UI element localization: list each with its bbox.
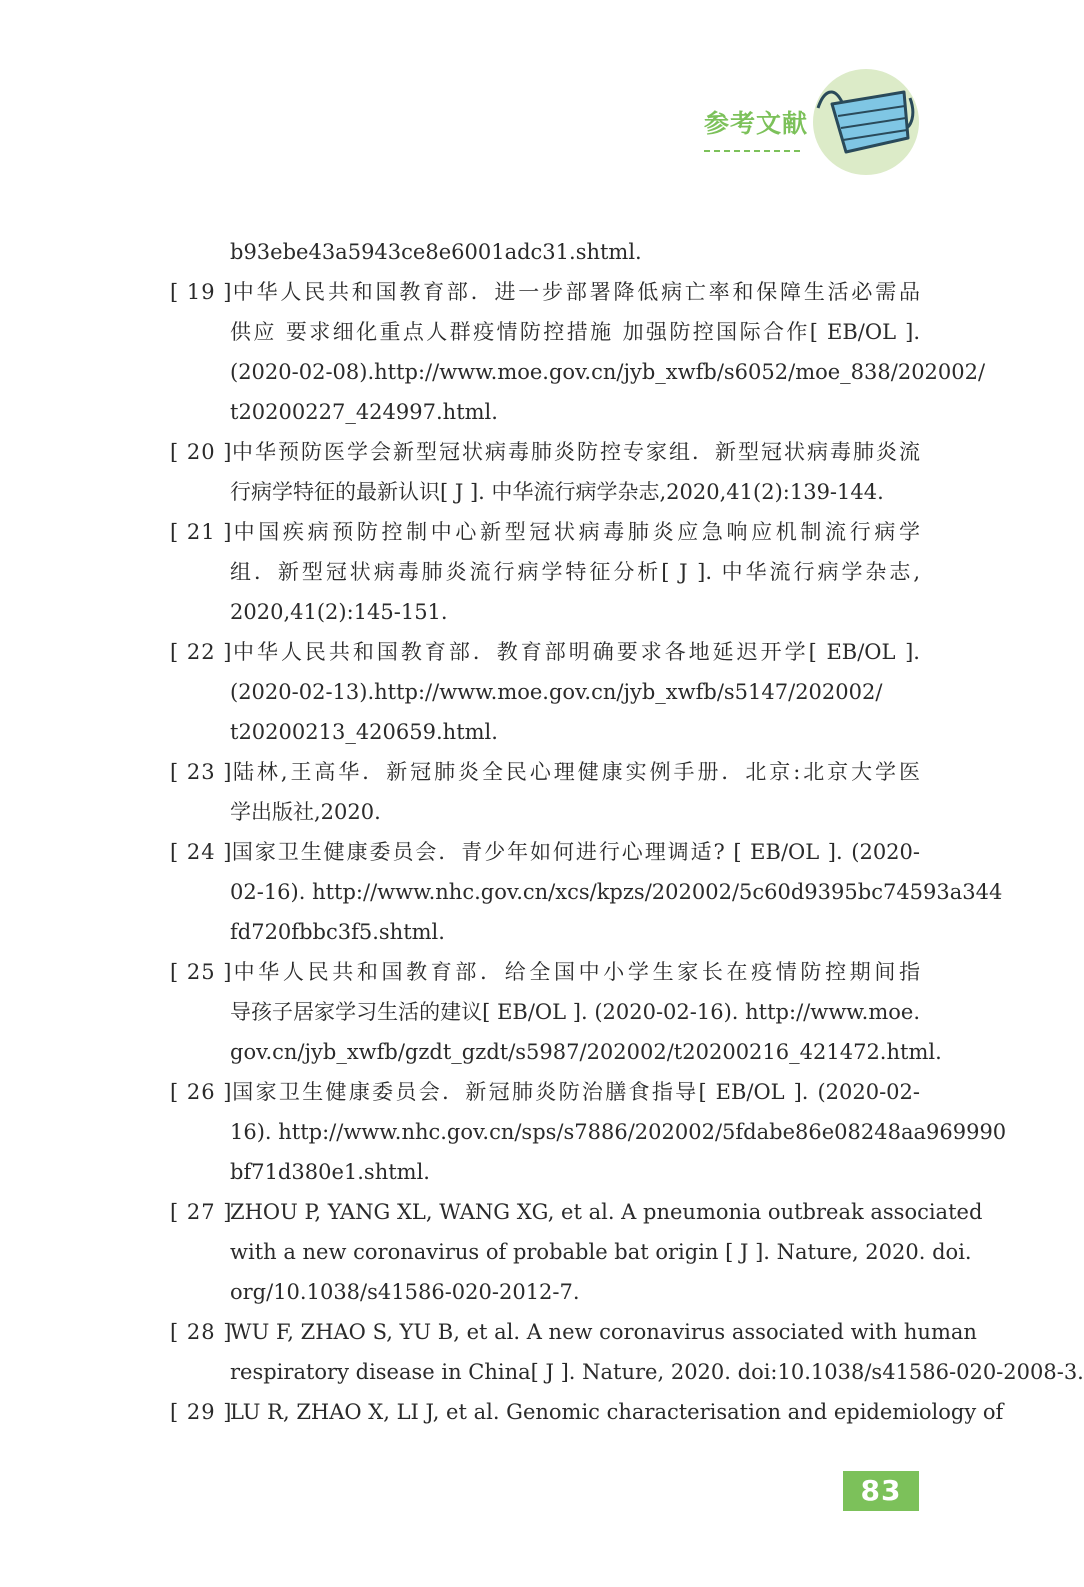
reference-text: 中华人民共和国教育部．给全国中小学生家长在疫情防控期间指 bbox=[230, 960, 920, 984]
reference-text: ZHOU P, YANG XL, WANG XG, et al. A pneumonia outbreak associated bbox=[230, 1200, 983, 1224]
reference-text: org/10.1038/s41586-020-2012-7. bbox=[230, 1280, 580, 1304]
reference-line bbox=[170, 312, 920, 352]
reference-text: gov.cn/jyb_xwfb/gzdt_gzdt/s5987/202002/t20200216_421472.html. bbox=[230, 1040, 942, 1064]
reference-line bbox=[170, 712, 920, 752]
reference-number: [ 21 ] bbox=[170, 520, 233, 544]
reference-entry bbox=[170, 952, 920, 992]
reference-entry bbox=[170, 832, 920, 872]
reference-text: 学出版社,2020. bbox=[230, 800, 381, 824]
reference-number: [ 26 ] bbox=[170, 1080, 233, 1104]
reference-text: 16). http://www.nhc.gov.cn/sps/s7886/202002/5fdabe86e08248aa969990 bbox=[230, 1120, 1007, 1144]
reference-number: [ 28 ] bbox=[170, 1320, 233, 1344]
reference-text: 02-16). http://www.nhc.gov.cn/xcs/kpzs/202002/5c60d9395bc74593a344 bbox=[230, 880, 1003, 904]
reference-text: WU F, ZHAO S, YU B, et al. A new coronavirus associated with human bbox=[230, 1320, 977, 1344]
reference-line bbox=[170, 472, 920, 512]
reference-text: 中华人民共和国教育部．进一步部署降低病亡率和保障生活必需品 bbox=[230, 280, 920, 304]
reference-continuation: b93ebe43a5943ce8e6001adc31.shtml. bbox=[230, 240, 642, 264]
reference-entry bbox=[170, 432, 920, 472]
reference-text: 中华人民共和国教育部．教育部明确要求各地延迟开学[ EB/OL ]. bbox=[230, 640, 920, 664]
reference-entry bbox=[170, 1392, 1004, 1432]
reference-line bbox=[170, 992, 920, 1032]
reference-line bbox=[170, 392, 920, 432]
reference-entry bbox=[170, 1072, 920, 1112]
reference-line bbox=[170, 592, 920, 632]
reference-entry bbox=[170, 632, 920, 672]
reference-line bbox=[170, 352, 986, 392]
reference-number: [ 22 ] bbox=[170, 640, 233, 664]
reference-line bbox=[170, 912, 920, 952]
reference-text: 国家卫生健康委员会．青少年如何进行心理调适? [ EB/OL ]. (2020- bbox=[230, 840, 920, 864]
reference-line bbox=[170, 792, 920, 832]
reference-entry bbox=[170, 752, 920, 792]
reference-text: 供应 要求细化重点人群疫情防控措施 加强防控国际合作[ EB/OL ]. bbox=[230, 320, 920, 344]
face-mask-icon bbox=[812, 68, 920, 176]
reference-line bbox=[170, 1272, 920, 1312]
reference-number: [ 25 ] bbox=[170, 960, 233, 984]
reference-text: t20200213_420659.html. bbox=[230, 720, 498, 744]
reference-text: 导孩子居家学习生活的建议[ EB/OL ]. (2020-02-16). http://www.moe. bbox=[230, 1000, 920, 1024]
reference-text: 国家卫生健康委员会．新冠肺炎防治膳食指导[ EB/OL ]. (2020-02- bbox=[230, 1080, 920, 1104]
reference-number: [ 29 ] bbox=[170, 1400, 233, 1424]
reference-number: [ 24 ] bbox=[170, 840, 233, 864]
reference-list bbox=[170, 232, 1084, 1432]
reference-text: 2020,41(2):145-151. bbox=[230, 600, 448, 624]
page-number: 83 bbox=[843, 1471, 919, 1511]
reference-number: [ 20 ] bbox=[170, 440, 233, 464]
reference-text: 组．新型冠状病毒肺炎流行病学特征分析[ J ]. 中华流行病学杂志, bbox=[230, 560, 920, 584]
reference-entry bbox=[170, 272, 920, 312]
reference-line bbox=[170, 1352, 1084, 1392]
reference-number: [ 27 ] bbox=[170, 1200, 233, 1224]
reference-line bbox=[170, 1232, 972, 1272]
reference-text: t20200227_424997.html. bbox=[230, 400, 498, 424]
reference-entry bbox=[170, 512, 920, 552]
header-divider bbox=[704, 150, 800, 152]
reference-text: fd720fbbc3f5.shtml. bbox=[230, 920, 445, 944]
reference-line bbox=[170, 552, 920, 592]
reference-line bbox=[170, 1152, 920, 1192]
reference-text: with a new coronavirus of probable bat origin [ J ]. Nature, 2020. doi. bbox=[230, 1240, 972, 1264]
reference-text: respiratory disease in China[ J ]. Nature, 2020. doi:10.1038/s41586-020-2008-3. bbox=[230, 1360, 1084, 1384]
reference-entry bbox=[170, 1312, 977, 1352]
reference-text: LU R, ZHAO X, LI J, et al. Genomic characterisation and epidemiology of bbox=[230, 1400, 1004, 1424]
reference-text: 中华预防医学会新型冠状病毒肺炎防控专家组．新型冠状病毒肺炎流 bbox=[230, 440, 920, 464]
reference-line bbox=[170, 1112, 1007, 1152]
reference-line bbox=[170, 872, 1003, 912]
reference-text: bf71d380e1.shtml. bbox=[230, 1160, 430, 1184]
reference-line bbox=[170, 1032, 942, 1072]
section-title: 参考文献 bbox=[704, 109, 809, 138]
reference-text: 中国疾病预防控制中心新型冠状病毒肺炎应急响应机制流行病学 bbox=[230, 520, 920, 544]
reference-number: [ 23 ] bbox=[170, 760, 233, 784]
reference-entry bbox=[170, 1192, 983, 1232]
reference-text: (2020-02-13).http://www.moe.gov.cn/jyb_xwfb/s5147/202002/ bbox=[230, 680, 883, 704]
reference-number: [ 19 ] bbox=[170, 280, 233, 304]
reference-text: 行病学特征的最新认识[ J ]. 中华流行病学杂志,2020,41(2):139-144. bbox=[230, 480, 884, 504]
reference-text: (2020-02-08).http://www.moe.gov.cn/jyb_xwfb/s6052/moe_838/202002/ bbox=[230, 360, 986, 384]
reference-text: 陆林,王高华．新冠肺炎全民心理健康实例手册．北京:北京大学医 bbox=[230, 760, 920, 784]
reference-line bbox=[170, 672, 920, 712]
